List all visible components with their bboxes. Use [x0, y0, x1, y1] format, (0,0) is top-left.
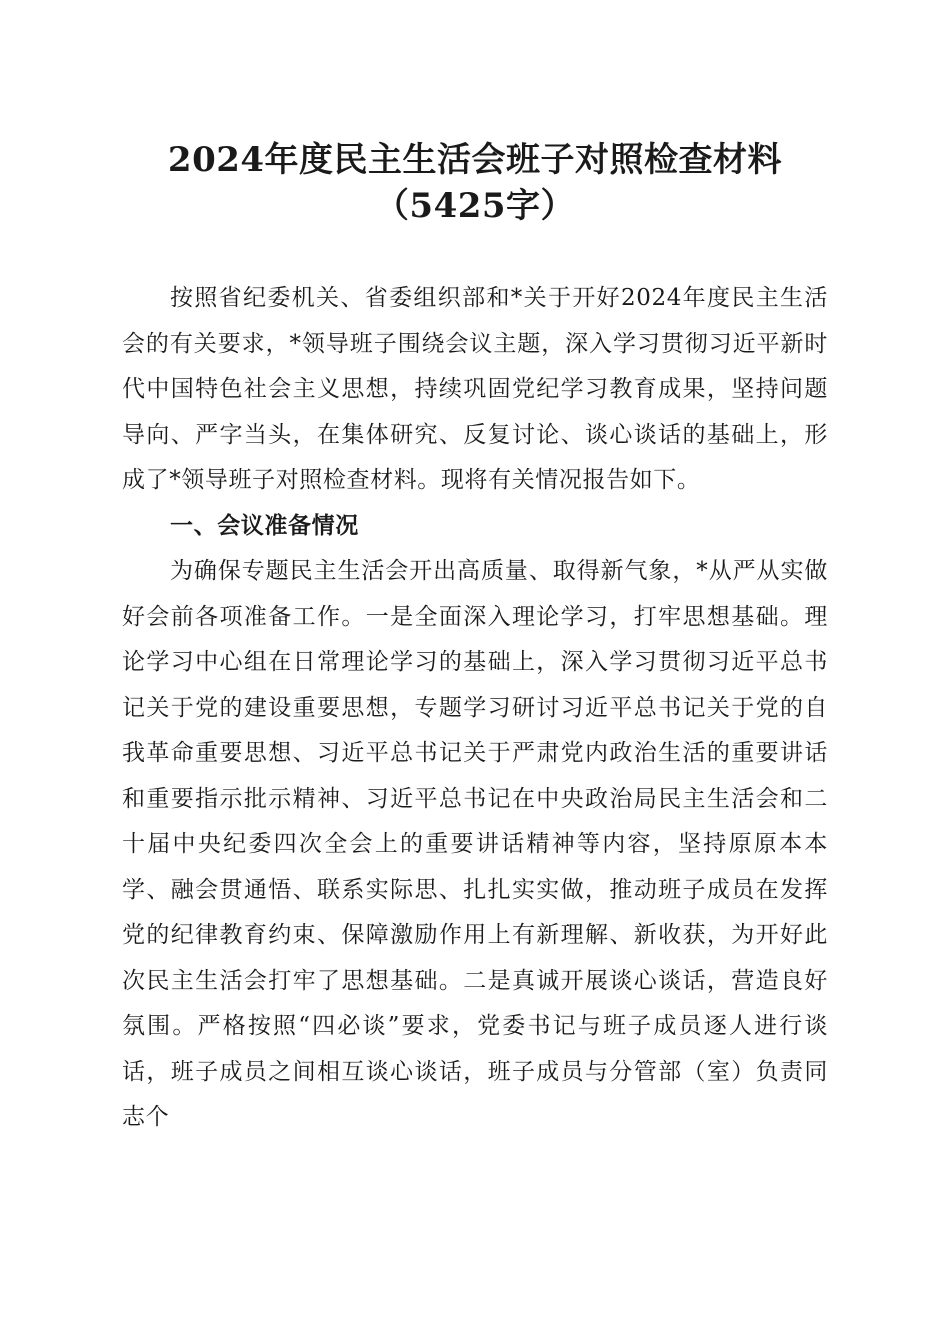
document-word-count: （5425字）: [374, 186, 576, 226]
document-title: 2024年度民主生活会班子对照检查材料: [167, 140, 783, 180]
section-heading-1: 一、会议准备情况: [170, 512, 359, 539]
document-body: [122, 276, 828, 1141]
preparation-paragraph: 为确保专题民主生活会开出高质量、取得新气象，*从严从实做好会前各项准备工作。一是全面深入理论学习，打牢思想基础。理论学习中心组在日常理论学习的基础上，深入学习贯彻习近平总书记关于党的建设重要思想，专题学习研讨习近平总书记关于党的自我革命重要思想、习近平总书记关于严肃党内政治生活的重要讲话和重要指示批示精神、习近平总书记在中央政治局民主生活会和二十届中央纪委四次全会上的重要讲话精神等内容，坚持原原本本学、融会贯通悟、联系实际思、扎扎实实做，推动班子成员在发挥党的纪律教育约束、保障激励作用上有新理解、新收获，为开好此次民主生活会打牢了思想基础。二是真诚开展谈心谈话，营造良好氛围。严格按照“四必谈”要求，党委书记与班子成员逐人进行谈话，班子成员之间相互谈心谈话，班子成员与分管部（室）负责同志个: [122, 558, 828, 1130]
intro-paragraph: 按照省纪委机关、省委组织部和*关于开好2024年度民主生活会的有关要求，*领导班子围绕会议主题，深入学习贯彻习近平新时代中国特色社会主义思想，持续巩固党纪学习教育成果，坚持问题导向、严字当头，在集体研究、反复讨论、谈心谈话的基础上，形成了*领导班子对照检查材料。现将有关情况报告如下。: [122, 285, 828, 493]
